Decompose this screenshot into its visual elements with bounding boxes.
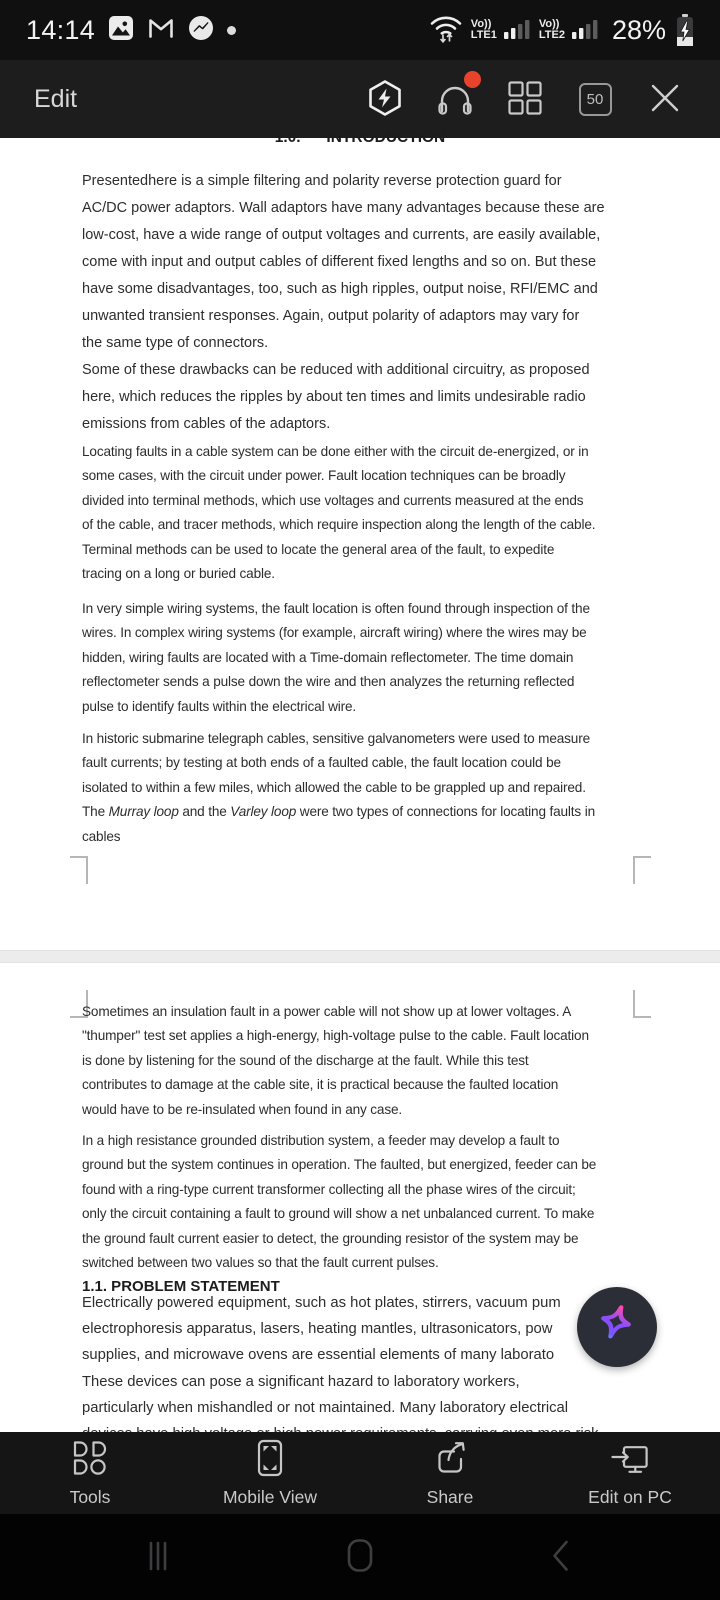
audio-read-button[interactable]: [434, 78, 476, 120]
text-line: In very simple wiring systems, the fault location is often found through inspection of the: [82, 601, 590, 616]
signal-bars-lte2: [572, 17, 600, 44]
page-corner-mark: [633, 990, 651, 1018]
battery-charging-icon: [676, 14, 694, 47]
text-line: cables: [82, 828, 121, 844]
text-line: fault currents; by testing at both ends of a faulted cable, the fault location could be: [82, 755, 561, 771]
text-line: here, which reduces the ripples by about ten times and limits undesirable radio: [82, 389, 586, 405]
close-button[interactable]: [644, 78, 686, 120]
text-line: electrophoresis apparatus, lasers, heating mantles, ultrasonicators, pow: [82, 1321, 553, 1338]
text-line: These devices can pose a significant hazard to laboratory workers,: [82, 1373, 520, 1390]
text-line: contributes to damage at the cable site, it is practical because the faulted location: [82, 1077, 559, 1093]
section-heading-introduction: 1.0. INTRODUCTION: [274, 129, 446, 146]
paragraph: [82, 727, 595, 849]
home-icon: [340, 1536, 380, 1579]
text-line: wires. In complex wiring systems (for example, aircraft wiring) where the wires may be: [82, 625, 587, 641]
text-line: ground but the system continues in operation. The faulted, but energized, feeder can be: [82, 1157, 597, 1173]
text-line: Presentedhere is a simple filtering and polarity reverse protection guard for: [82, 173, 562, 189]
text-line: the ground fault current easier to detect, the grounding resistor of the system may be: [82, 1230, 579, 1246]
text-line: isolated to within a few miles, which allowed the cable to be grappled up and repaired.: [82, 779, 586, 795]
text-line: Terminal methods can be used to locate the general area of the fault, to expedite: [82, 541, 555, 557]
toolbar-label: Mobile View: [222, 1486, 318, 1507]
text-line: Electrically powered equipment, such as hot plates, stirrers, vacuum pum: [82, 1295, 561, 1311]
paragraph: [82, 168, 605, 357]
text-line: only the circuit containing a fault to ground will show a net unbalanced current. To make: [82, 1206, 595, 1222]
ai-assistant-fab[interactable]: [577, 1287, 657, 1367]
text-line: AC/DC power adaptors. Wall adaptors have many advantages because these are: [82, 200, 605, 216]
share-icon: [431, 1439, 469, 1482]
paragraph: [82, 1290, 599, 1447]
paragraph: [82, 1000, 589, 1122]
text-line: is done by listening for the sound of the discharge at the fault. While this test: [82, 1052, 529, 1068]
notification-dot: [227, 26, 236, 35]
battery-percent: 28%: [611, 14, 666, 45]
android-navigation-bar: [0, 1514, 720, 1600]
status-bar-left: [26, 15, 236, 46]
grid-view-icon: [507, 80, 543, 119]
text-line: pulse to identify faults within the electrical wire.: [82, 698, 357, 714]
hexagon-lightning-icon: [366, 79, 404, 120]
text-line: Locating faults in a cable system can be done either with the circuit de-energized, or in: [82, 444, 589, 459]
text-line: unwanted transient responses. Again, output polarity of adaptors may vary for: [82, 308, 580, 324]
notification-badge: [464, 71, 481, 88]
text-line: low-cost, have a wide range of output voltages and currents, are easily available,: [82, 227, 601, 243]
section-heading-problem-statement: 1.1. PROBLEM STATEMENT: [82, 1278, 280, 1295]
paragraph: [82, 597, 590, 719]
recents-button[interactable]: [128, 1527, 188, 1587]
text-line: have some disadvantages, too, such as high ripples, output noise, RFI/EMC and: [82, 281, 598, 297]
mobile-view-button[interactable]: [180, 1432, 360, 1514]
status-bar: [0, 0, 720, 60]
document-canvas[interactable]: [0, 129, 720, 1432]
status-bar-right: [428, 12, 694, 49]
edit-on-pc-button[interactable]: [540, 1432, 720, 1514]
share-button[interactable]: [360, 1432, 540, 1514]
text-line: would have to be re-insulated when found in any case.: [82, 1101, 403, 1117]
close-icon: [649, 82, 681, 117]
text-line: divided into terminal methods, which use voltages and currents measured at the ends: [82, 492, 584, 508]
messenger-icon: [188, 15, 214, 46]
toolbar-label: Tools: [69, 1486, 111, 1507]
text-line: tracing on a long or buried cable.: [82, 566, 275, 582]
recents-icon: [138, 1536, 178, 1579]
text-line: "thumper" test set applies a high-energy, high-voltage pulse to the cable. Fault location: [82, 1028, 589, 1044]
multi-window-button[interactable]: [504, 78, 546, 120]
text-line: emissions from cables of the adaptors.: [82, 416, 331, 432]
text-line: The Murray loop and the Varley loop were two types of connections for locating faults in: [82, 804, 595, 820]
text-line: hidden, wiring faults are located with a Time-domain reflectometer. The time domain: [82, 649, 574, 665]
text-line: come with input and output cables of different fixed lengths and so on. But these: [82, 254, 597, 270]
carrier-1-label: [471, 19, 497, 41]
network-label: LTE2: [538, 29, 565, 41]
text-line: the same type of connectors.: [82, 335, 269, 351]
volte-label: Vo)): [470, 18, 492, 30]
home-button[interactable]: [330, 1527, 390, 1587]
toolbar-label: Edit on PC: [588, 1486, 672, 1507]
bottom-toolbar: [0, 1432, 720, 1514]
paragraph: [82, 1129, 596, 1275]
text-line: of the cable, and tracer methods, which require inspection along the length of the cable.: [82, 517, 596, 533]
page-corner-mark: [70, 856, 88, 884]
tools-grid-icon: [71, 1439, 109, 1482]
paragraph-lines: [82, 727, 595, 800]
carrier-2-label: [539, 19, 565, 41]
text-line: particularly when mishandled or not maintained. Many laboratory electrical: [82, 1399, 569, 1416]
performance-mode-button[interactable]: [364, 78, 406, 120]
volte-label: Vo)): [538, 18, 560, 30]
page-separator: [0, 950, 720, 963]
page-count-button[interactable]: [574, 78, 616, 120]
back-icon: [542, 1536, 582, 1579]
mobile-view-icon: [251, 1439, 289, 1482]
page-corner-mark: [633, 856, 651, 884]
page-count-badge: 50: [579, 83, 612, 116]
ai-sparkle-icon: [593, 1302, 641, 1353]
italic-term: Varley loop: [230, 804, 297, 820]
wifi-icon: [428, 12, 464, 49]
edit-on-pc-icon: [610, 1439, 650, 1482]
toolbar-label: Share: [426, 1486, 474, 1507]
text-line: some cases, with the circuit under power. Fault location techniques can be broadly: [82, 468, 566, 484]
text-line: Some of these drawbacks can be reduced with additional circuitry, as proposed: [82, 362, 590, 378]
gmail-icon: [147, 16, 175, 45]
signal-bars-lte1: [504, 17, 532, 44]
edit-toolbar-actions: [364, 78, 686, 120]
gallery-icon: [108, 15, 134, 46]
back-button[interactable]: [532, 1527, 592, 1587]
text-line: supplies, and microwave ovens are essential elements of many laborato: [82, 1347, 555, 1364]
text-line: In historic submarine telegraph cables, sensitive galvanometers were used to measure: [82, 731, 591, 746]
edit-mode-label[interactable]: Edit: [34, 84, 78, 113]
clock: 14:14: [26, 14, 96, 45]
italic-term: Murray loop: [108, 804, 179, 820]
paragraph: [82, 357, 590, 438]
paragraph: [82, 440, 595, 586]
text-line: In a high resistance grounded distribution system, a feeder may develop a fault to: [82, 1133, 560, 1148]
text-line: reflectometer sends a pulse down the wire and then analyzes the returning reflected: [82, 674, 575, 690]
text-line: Sometimes an insulation fault in a power cable will not show up at lower voltages. A: [82, 1004, 572, 1019]
tools-button[interactable]: [0, 1432, 180, 1514]
text-line: switched between two values so that the fault current pulses.: [82, 1255, 439, 1271]
text-line: found with a ring-type current transformer collecting all the phase wires of the circuit;: [82, 1181, 576, 1197]
edit-toolbar: [0, 60, 720, 138]
network-label: LTE1: [470, 29, 497, 41]
